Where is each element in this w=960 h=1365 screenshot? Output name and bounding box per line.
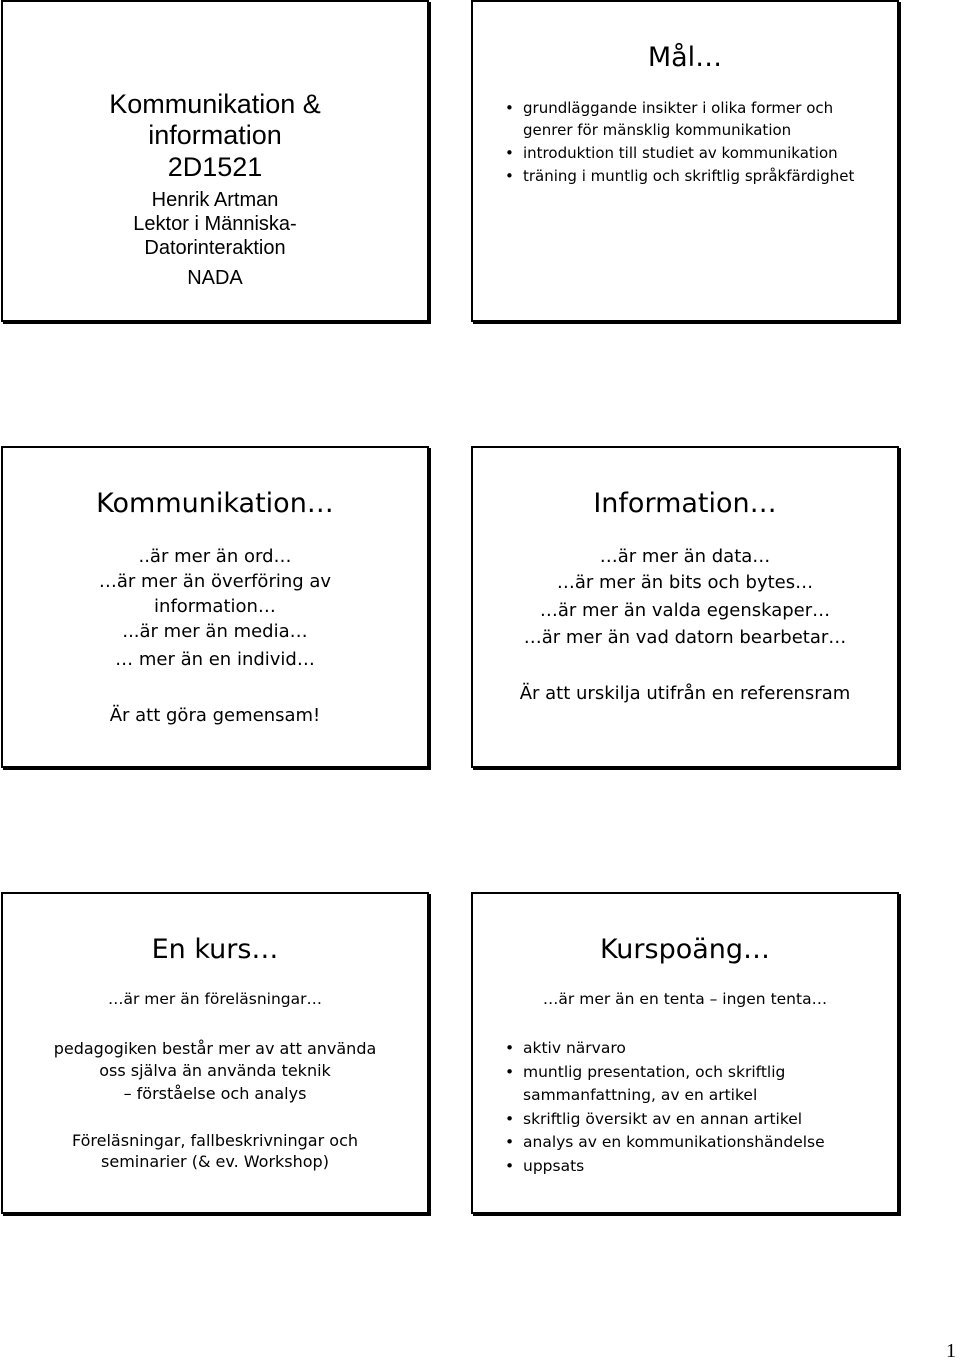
- statement-line: …är mer än valda egenskaper…: [539, 600, 831, 621]
- lecturer-name: Henrik Artman: [151, 189, 279, 211]
- list-item: • introduktion till studiet av kommunikation: [505, 144, 838, 162]
- slide-information: [471, 446, 899, 768]
- paragraph-line: – förståelse och analys: [123, 1084, 307, 1103]
- page-number: 1: [946, 1340, 956, 1362]
- slide-title: Kommunikation…: [96, 488, 334, 519]
- slide-title: Mål…: [647, 42, 723, 73]
- slide-subtitle: …är mer än en tenta – ingen tenta…: [542, 990, 828, 1008]
- slide-title: Kurspoäng…: [599, 934, 771, 965]
- statement-line: …är mer än vad datorn bearbetar…: [523, 627, 847, 648]
- bullet-icon: •: [505, 1062, 515, 1081]
- slide-communication: [1, 446, 429, 768]
- statement-line: information…: [154, 596, 276, 617]
- slide-subtitle: …är mer än föreläsningar…: [107, 990, 323, 1008]
- slide-course-title: [1, 0, 429, 322]
- paragraph-line: oss själva än använda teknik: [99, 1061, 331, 1080]
- paragraph-line: pedagogiken består mer av att använda: [53, 1039, 377, 1058]
- goals-list: [503, 97, 863, 188]
- list-item: • skriftlig översikt av en annan artikel: [503, 1108, 883, 1132]
- statement-line: …är mer än bits och bytes…: [556, 572, 814, 593]
- list-item: • aktiv närvaro: [503, 1037, 883, 1061]
- list-item: • analys av en kommunikationshändelse: [503, 1131, 883, 1155]
- slide-credits: [471, 892, 899, 1214]
- bullet-icon: •: [505, 99, 514, 117]
- bullet-icon: •: [505, 1156, 515, 1175]
- statement-line: ..är mer än ord…: [138, 546, 292, 567]
- list-item: • träning i muntlig och skriftlig språkfärdighet: [505, 167, 855, 185]
- lecturer-role-line-1: Lektor i Människa-: [133, 213, 297, 235]
- bullet-icon: •: [505, 1133, 515, 1151]
- slide-course: [1, 892, 429, 1214]
- conclusion-text: Är att urskilja utifrån en referensram: [519, 683, 851, 704]
- course-code: 2D1521: [167, 152, 263, 182]
- bullet-icon: •: [505, 144, 514, 162]
- bullet-icon: •: [505, 1039, 515, 1057]
- slide-title: Information…: [593, 488, 777, 519]
- course-title-line-1: Kommunikation &: [109, 89, 321, 119]
- slide-title: En kurs…: [151, 934, 279, 965]
- paragraph-line: Föreläsningar, fallbeskrivningar och: [71, 1131, 358, 1150]
- slide-goals: [471, 0, 899, 322]
- course-title-line-2: information: [148, 120, 282, 150]
- list-item: • uppsats: [503, 1155, 883, 1179]
- bullet-icon: •: [505, 167, 514, 185]
- credits-list: [503, 1037, 883, 1178]
- department: NADA: [187, 267, 243, 289]
- statement-line: … mer än en individ…: [115, 649, 315, 670]
- paragraph-line: seminarier (& ev. Workshop): [101, 1152, 329, 1171]
- conclusion-text: Är att göra gemensam!: [109, 705, 321, 726]
- bullet-icon: •: [505, 1109, 515, 1128]
- list-item: • muntlig presentation, och skriftlig sammanfattning, av en artikel: [505, 1062, 786, 1104]
- statement-line: …är mer än överföring av: [98, 571, 332, 592]
- lecturer-role-line-2: Datorinteraktion: [144, 237, 286, 259]
- list-item: • grundläggande insikter i olika former och genrer för mänsklig kommunikation: [505, 99, 834, 139]
- statement-line: ...är mer än media…: [122, 621, 308, 642]
- statement-line: …är mer än data…: [599, 546, 771, 567]
